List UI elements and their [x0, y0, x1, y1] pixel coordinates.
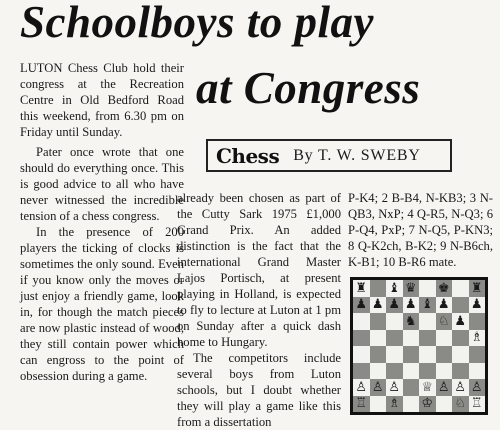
headline-line-1: Schoolboys to play: [20, 0, 374, 47]
board-square: [386, 363, 403, 380]
board-square: [353, 330, 370, 347]
chess-piece: ♟: [386, 297, 403, 314]
board-square: [419, 280, 436, 297]
section-title: Chess: [216, 143, 280, 168]
chess-piece: ♔: [419, 396, 436, 413]
board-square: [419, 330, 436, 347]
article-paragraph: LUTON Chess Club hold their congress at the Recreation Centre in Old Bedford Road this weekend, from 6.30 pm on Friday until Sunday.: [20, 61, 184, 139]
chess-piece: ♜: [353, 280, 370, 297]
article-column-3: [348, 190, 493, 270]
chess-piece: ♘: [436, 313, 453, 330]
chess-piece: ♟: [452, 313, 469, 330]
chess-piece: ♝: [419, 297, 436, 314]
board-square: [469, 313, 486, 330]
article-paragraph: Pater once wrote that one should do everything once. This is good advice to all who have never witnessed the incredible tension of a chess congress.: [20, 145, 184, 223]
board-square: [419, 363, 436, 380]
chess-piece: ♟: [436, 297, 453, 314]
board-square: [452, 297, 469, 314]
board-square: [403, 346, 420, 363]
board-square: [386, 313, 403, 330]
author-byline: By T. W. SWEBY: [293, 146, 421, 164]
chess-piece: ♝: [386, 280, 403, 297]
game-moves: P-K4; 2 B-B4, N-KB3; 3 N-QB3, NxP; 4 Q-R5, N-Q3; 6 P-Q4, PxP; 7 N-Q5, P-KN3; 8 Q-K2ch, B-K2; 9 N-B6ch, K-B1; 10 B-R6 mate.: [348, 191, 493, 269]
board-square: [370, 396, 387, 413]
board-square: [403, 363, 420, 380]
chess-piece: ♚: [436, 280, 453, 297]
article-paragraph: already been chosen as part of the Cutty Sark 1975 £1,000 Grand Prix. An added distinction is the fact that the international Grand Master Lajos Portisch, at present playing in Holland, is expected to fly to lecture at Luton at 1 pm on Sunday after a quick dash home to Hungary.: [177, 191, 341, 349]
chess-piece: ♘: [452, 396, 469, 413]
board-square: [436, 346, 453, 363]
byline-box: [206, 139, 452, 172]
board-square: [353, 346, 370, 363]
chess-piece: ♗: [469, 330, 486, 347]
chess-piece: ♞: [403, 313, 420, 330]
board-square: [452, 280, 469, 297]
board-square: [370, 313, 387, 330]
chess-piece: ♙: [386, 379, 403, 396]
board-square: [386, 346, 403, 363]
chess-piece: ♟: [370, 297, 387, 314]
board-square: [403, 396, 420, 413]
chess-piece: ♙: [370, 379, 387, 396]
board-square: [386, 330, 403, 347]
headline-line-2: at Congress: [196, 63, 421, 113]
chess-piece: ♙: [353, 379, 370, 396]
board-square: [370, 280, 387, 297]
chess-piece: ♖: [353, 396, 370, 413]
article-column-2: [177, 190, 341, 430]
chess-piece: ♗: [386, 396, 403, 413]
chess-piece: ♙: [452, 379, 469, 396]
board-square: [452, 346, 469, 363]
chess-piece: ♜: [469, 280, 486, 297]
chess-piece: ♛: [403, 280, 420, 297]
board-square: [353, 363, 370, 380]
board-square: [419, 346, 436, 363]
board-square: [370, 346, 387, 363]
chess-piece: ♟: [353, 297, 370, 314]
board-square: [436, 396, 453, 413]
board-square: [403, 379, 420, 396]
article-column-1: [20, 60, 184, 384]
article-paragraph: In the presence of 200 players the ticking of clocks is sometimes the only sound. Even if you know only the moves or just enjoy a friendly game, look in, for though the match pieces are now plastic instead of wood, they still contain power which can engross to the point of obsession during a game.: [20, 225, 184, 383]
board-square: [452, 363, 469, 380]
board-square: [419, 313, 436, 330]
chess-piece: ♕: [419, 379, 436, 396]
board-square: [403, 330, 420, 347]
chess-piece: ♙: [436, 379, 453, 396]
board-square: [452, 330, 469, 347]
board-square: [469, 363, 486, 380]
board-square: [469, 346, 486, 363]
article-paragraph: The competitors include several boys from Luton schools, but I doubt whether they will play a game like this from a dissertation: [177, 351, 341, 429]
board-square: [370, 363, 387, 380]
board-square: [436, 330, 453, 347]
board-square: [353, 313, 370, 330]
chess-piece: ♖: [469, 396, 486, 413]
chess-piece: ♟: [403, 297, 420, 314]
board-square: [436, 363, 453, 380]
chess-diagram: [350, 277, 488, 415]
chess-piece: ♙: [469, 379, 486, 396]
chess-piece: ♟: [469, 297, 486, 314]
board-square: [370, 330, 387, 347]
